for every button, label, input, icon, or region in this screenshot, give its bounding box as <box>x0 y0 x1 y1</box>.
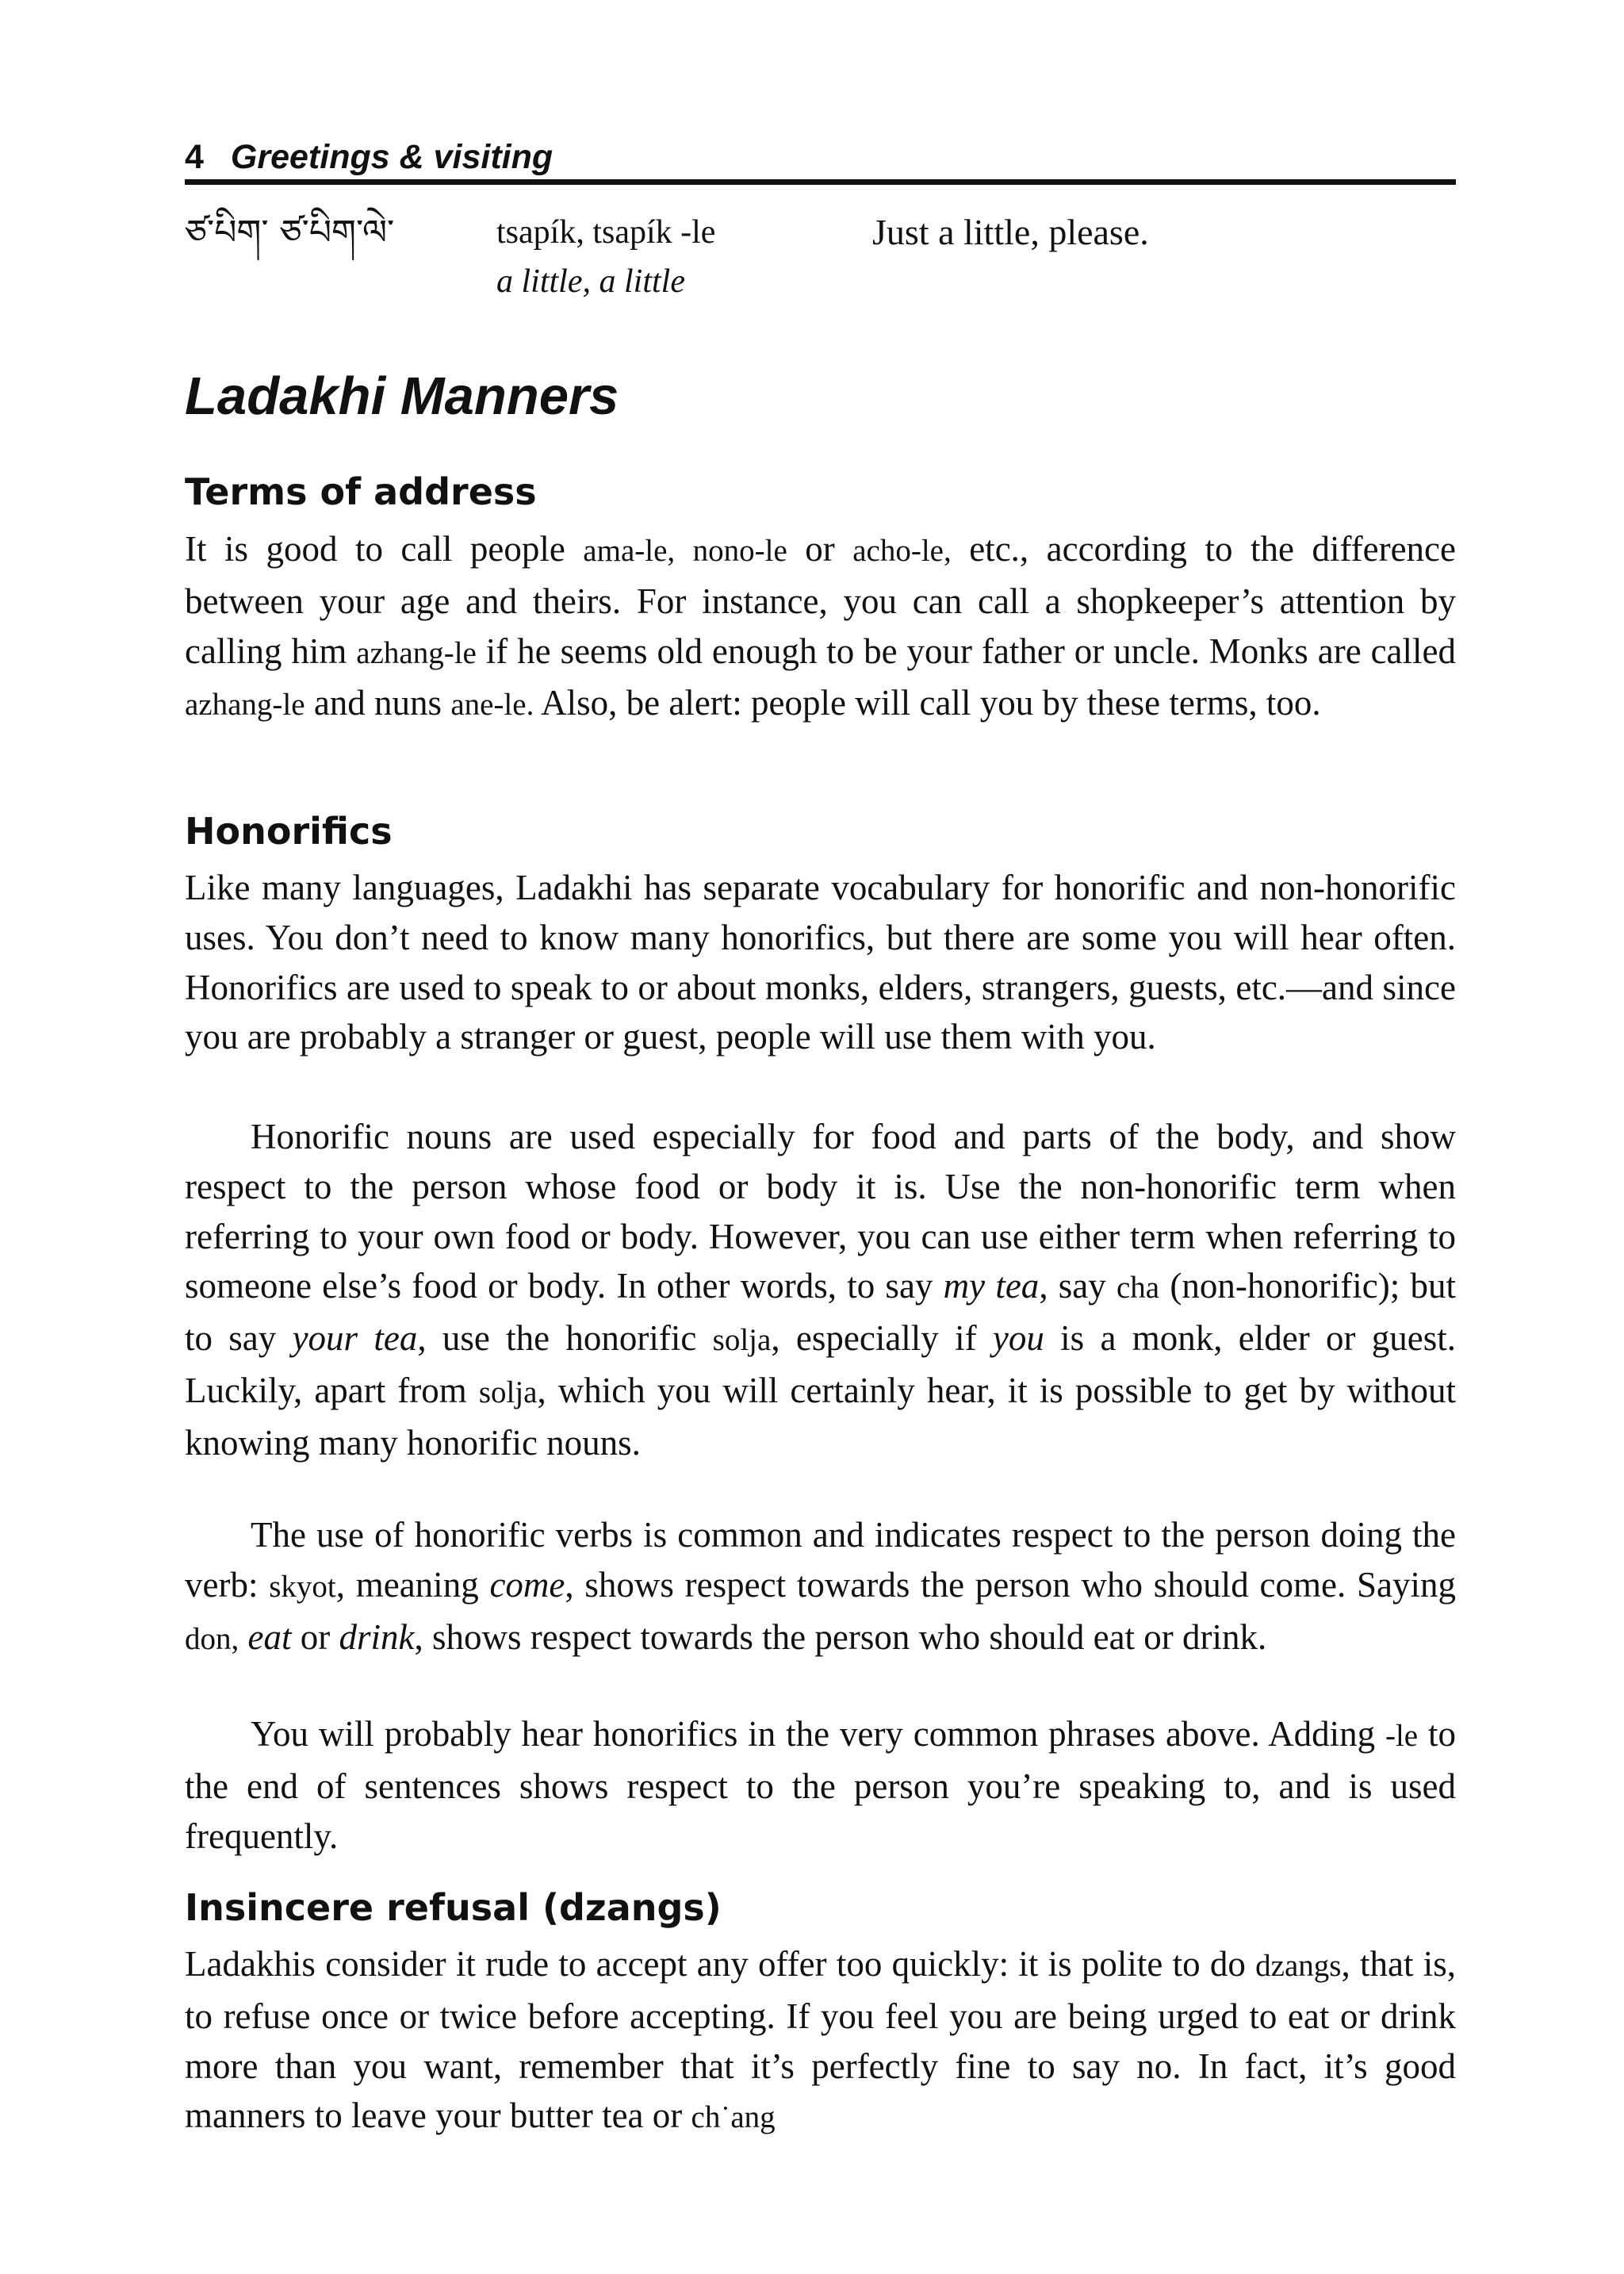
page <box>185 0 1456 2274</box>
literal-gloss: a little, a little <box>496 263 685 300</box>
section-heading: Ladakhi Manners <box>185 366 619 426</box>
terms-paragraph: It is good to call people ama-le, nono-le or acho-le, etc., according to the difference between your age and theirs. For instance, you can call a shopkeeper’s attention by calling him azhang-le if he seems old enough to be your father or uncle. Monks are called azhang-le and nuns ane-le. Also, be alert: people will call you by these terms, too. <box>185 529 1457 723</box>
subheading-terms-of-address: Terms of address <box>185 470 537 513</box>
page-number: 4 <box>185 138 204 176</box>
honorifics-paragraph-3: The use of honorific verbs is common and indicates respect to the person doing the verb: skyot, meaning come, shows respect towards the person who should come. Saying don, eat or drink, shows respect towards the person who should eat or drink. <box>185 1515 1457 1657</box>
honorifics-paragraph-4: You will probably hear honorifics in the very common phrases above. Adding -le to the end of sentences shows respect to the person you’re speaking to, and is used frequently. <box>185 1714 1456 1856</box>
running-head <box>185 135 1456 185</box>
transliteration: tsapík, tsapík -le <box>496 214 716 251</box>
tibetan-script: ཙ་པིག་ ཙ་པིག་ལེ་ <box>185 213 395 253</box>
subheading-insincere-refusal: Insincere refusal (dzangs) <box>185 1886 722 1929</box>
refusal-paragraph: Ladakhis consider it rude to accept any offer too quickly: it is polite to do dzangs, that is, to refuse once or twice before accepting. If you feel you are being urged to eat or drink more than you want, remember that it’s perfectly fine to say no. In fact, it’s good manners to leave your butter tea or ch˙ang <box>185 1944 1456 2136</box>
subheading-honorifics: Honorifics <box>185 810 393 853</box>
phrase-entry <box>185 208 1456 319</box>
honorifics-paragraph-1: Like many languages, Ladakhi has separate vocabulary for honorific and non-honorific uses. You don’t need to know many honorifics, but there are some you will hear often. Honorifics are used to speak to or about monks, elders, strangers, guests, etc.—and since you are probably a stranger or guest, people will use them with you. <box>185 868 1456 1057</box>
honorifics-paragraph-2: Honorific nouns are used especially for food and parts of the body, and show respect to the person whose food or body it is. Use the non-honorific term when referring to your own food or body. However, you can use either term when referring to someone else’s food or body. In other words, to say my tea, say cha (non-honorific); but to say your tea, use the honorific solja, especially if you is a monk, elder or guest. Luckily, apart from solja, which you will certainly hear, it is possible to get by without knowing many honorific nouns. <box>185 1117 1456 1463</box>
chapter-title: Greetings & visiting <box>230 138 553 176</box>
phrase-meaning: Just a little, please. <box>872 212 1149 252</box>
